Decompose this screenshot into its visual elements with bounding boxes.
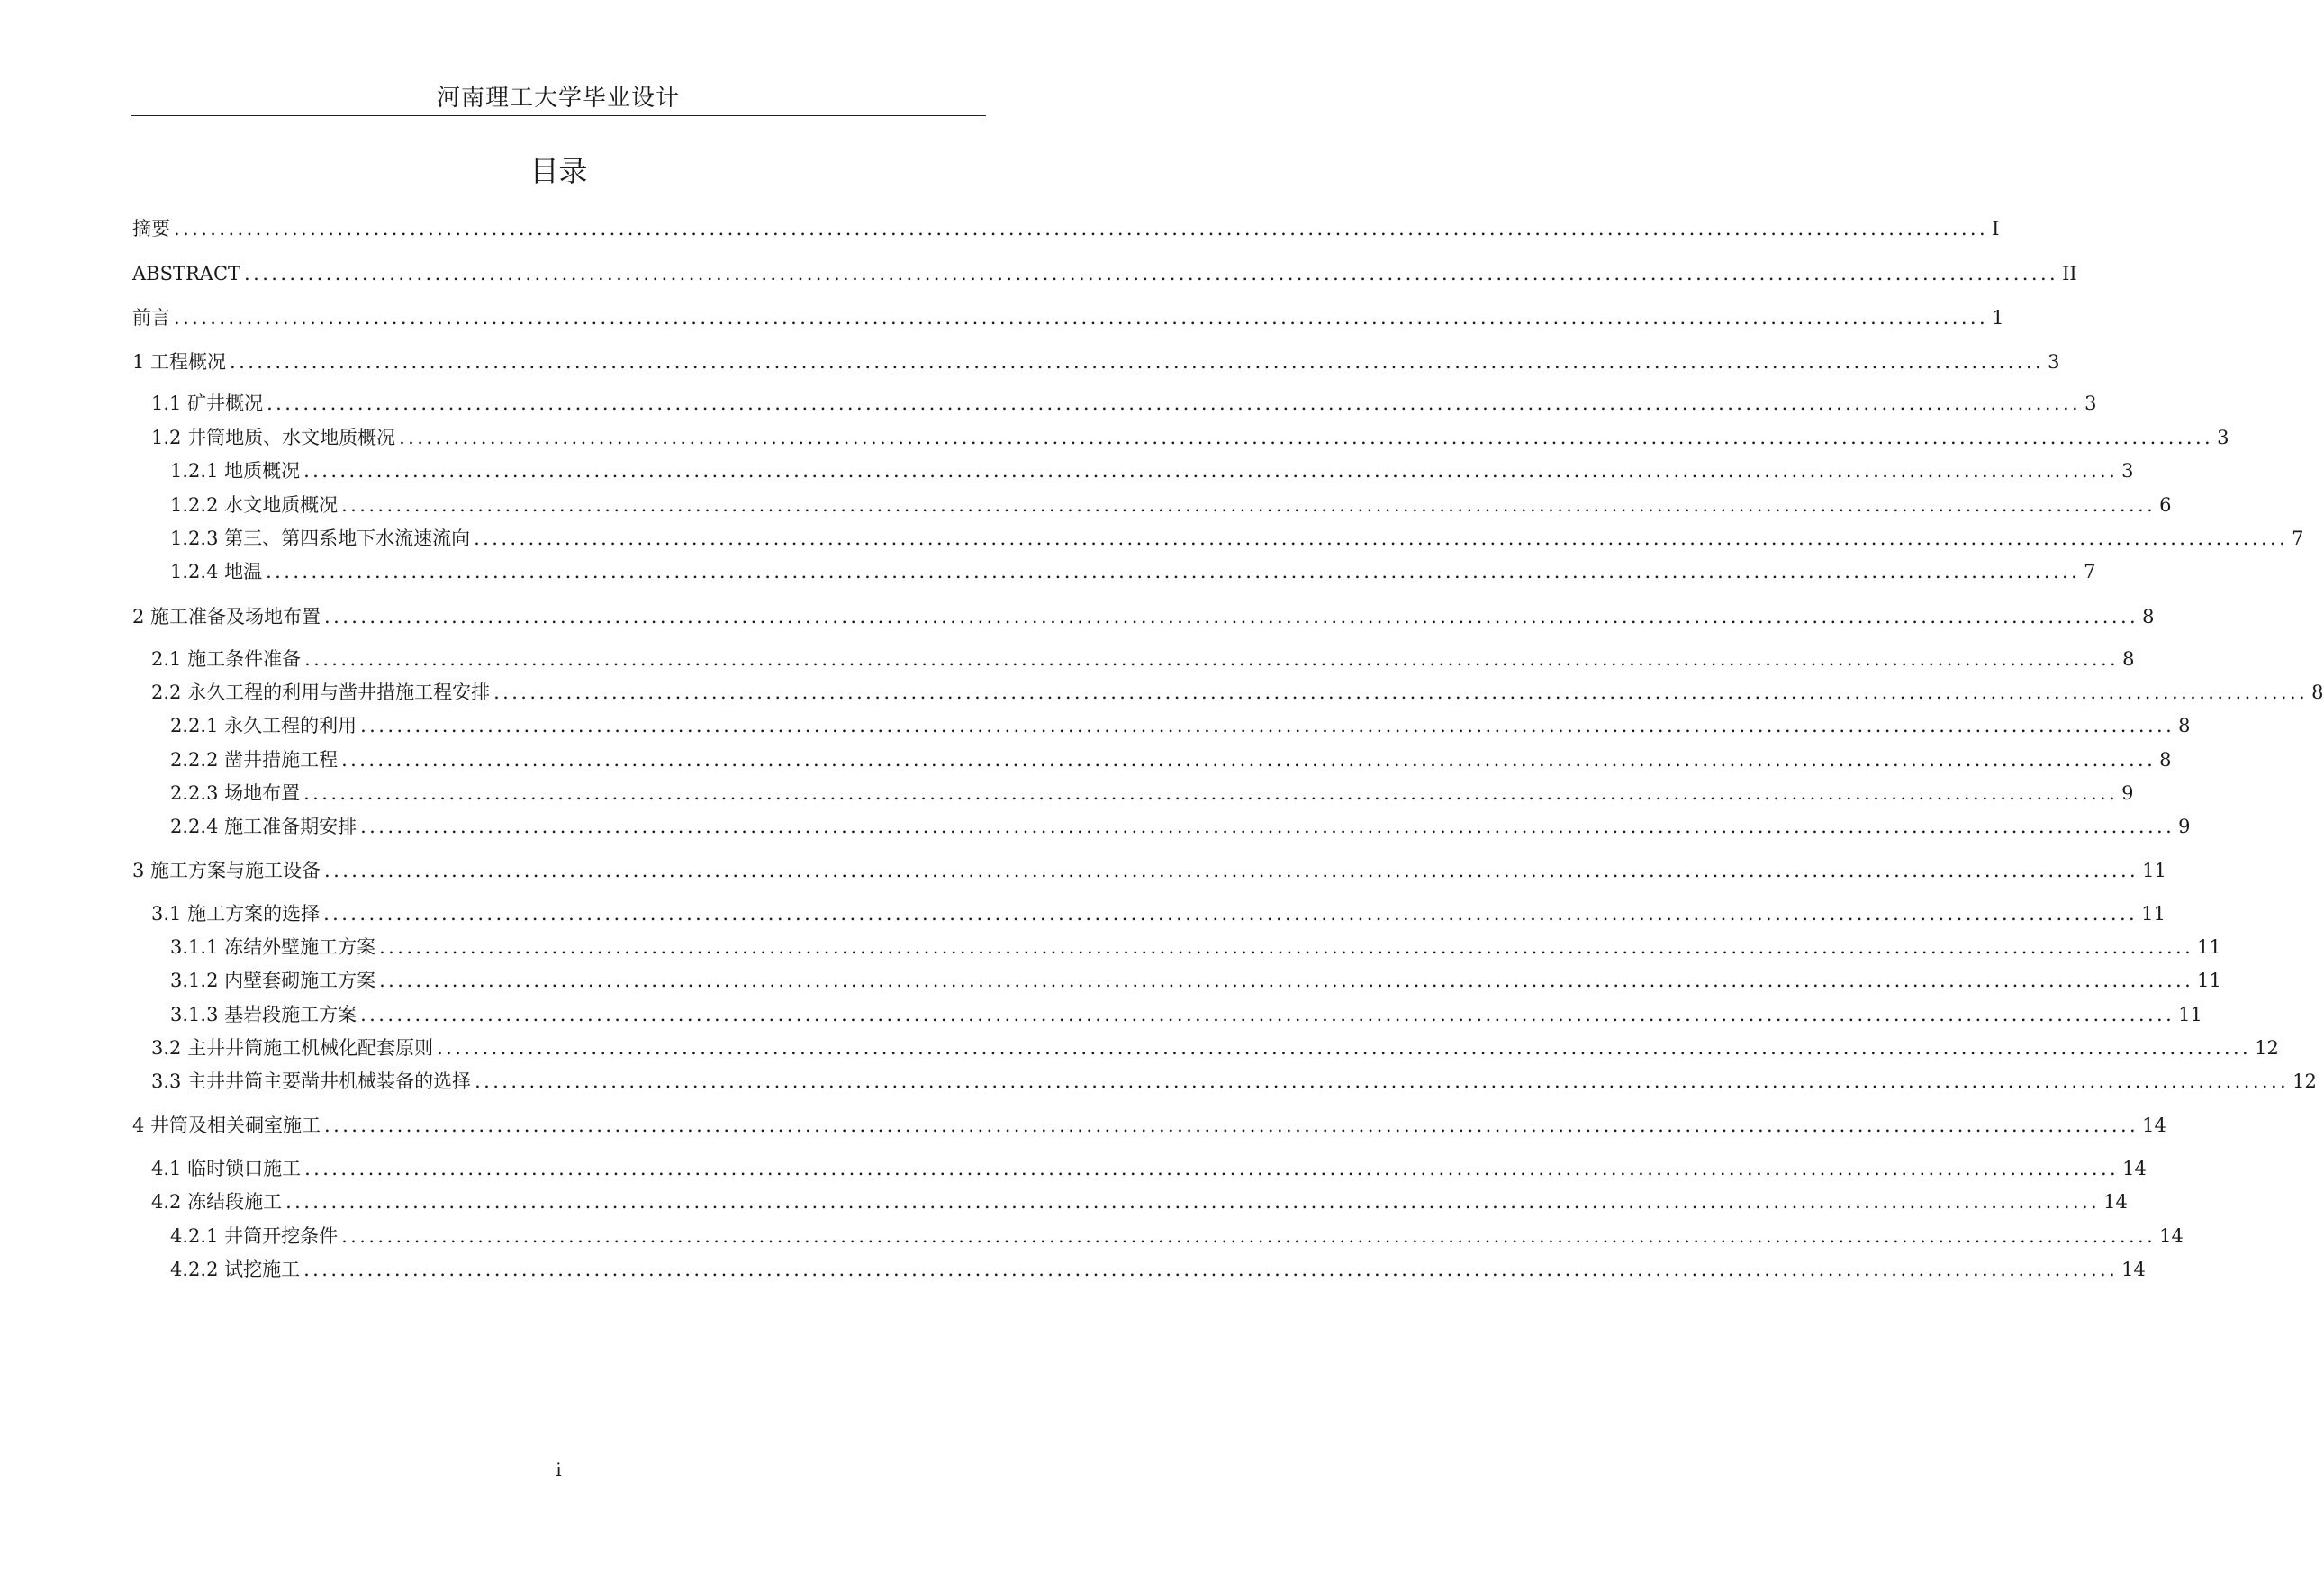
toc-dot-leader: ........................................................................................................................................................................................................ [230,351,2045,373]
toc-entry-page: 7 [2084,561,2096,582]
toc-entry[interactable] [170,932,2221,962]
toc-entry-page: 14 [2121,1259,2146,1280]
toc-dot-leader: ........................................................................................................................................................................................................ [360,715,2175,736]
toc-entry-page: 11 [2178,1004,2202,1025]
toc-entry-page: 8 [2122,648,2135,670]
toc-dot-leader: ........................................................................................................................................................................................................ [360,1004,2175,1025]
toc-entry-label: 3.2 主井井筒施工机械化配套原则 [151,1037,434,1059]
toc-entry-page: 6 [2159,494,2172,516]
toc-dot-leader: ........................................................................................................................................................................................................ [360,816,2175,837]
toc-entry[interactable] [151,644,2135,674]
toc-entry[interactable] [151,1033,2279,1063]
toc-dot-leader: ........................................................................................................................................................................................................ [303,460,2119,482]
toc-entry-page: 8 [2142,606,2155,627]
toc-dot-leader: ........................................................................................................................................................................................................ [475,1070,2290,1092]
toc-entry-label: 3.1.3 基岩段施工方案 [170,1004,357,1025]
toc-entry-page: 3 [2048,351,2060,373]
toc-dot-leader: ........................................................................................................................................................................................................ [285,1191,2101,1213]
toc-dot-leader: ........................................................................................................................................................................................................ [244,263,2059,284]
toc-entry[interactable] [151,388,2097,419]
toc-entry-page: 1 [1992,307,2004,329]
toc-entry[interactable] [170,811,2191,842]
toc-entry-page: 12 [2292,1070,2317,1092]
running-header-title: 河南理工大学毕业设计 [436,85,680,112]
toc-entry-page: 11 [2141,903,2166,925]
toc-dot-leader: ........................................................................................................................................................................................................ [379,936,2194,958]
toc-entry[interactable] [151,1187,2128,1217]
toc-entry[interactable] [132,347,2060,377]
toc-entry[interactable] [170,778,2134,808]
toc-entry[interactable] [132,855,2166,886]
toc-entry-label: 2.2.4 施工准备期安排 [170,816,357,837]
toc-entry-label: 2.2.2 凿井措施工程 [170,749,339,771]
toc-entry[interactable] [151,898,2166,929]
toc-entry-label: 3.1.1 冻结外壁施工方案 [170,936,376,958]
toc-entry-label: 2.2.1 永久工程的利用 [170,715,357,736]
toc-dot-leader: ........................................................................................................................................................................................................ [174,218,1989,239]
toc-entry-page: 11 [2142,860,2166,881]
toc-entry[interactable] [132,258,2077,289]
toc-dot-leader: ........................................................................................................................................................................................................ [399,427,2214,448]
toc-dot-leader: ........................................................................................................................................................................................................ [267,393,2082,414]
toc-entry-label: 4 井筒及相关硐室施工 [132,1115,321,1136]
toc-entry[interactable] [170,999,2202,1030]
toc-entry-label: 2.2 永久工程的利用与凿井措施工程安排 [151,682,491,703]
toc-title: 目录 [529,154,588,188]
toc-entry-label: 2.2.3 场地布置 [170,782,301,804]
toc-dot-leader: ........................................................................................................................................................................................................ [304,648,2120,670]
toc-entry-label: 1.1 矿井概况 [151,393,264,414]
toc-dot-leader: ........................................................................................................................................................................................................ [303,782,2119,804]
toc-entry-label: 1.2.2 水文地质概况 [170,494,339,516]
toc-entry-page: 14 [2142,1115,2166,1136]
toc-dot-leader: ........................................................................................................................................................................................................ [341,1225,2157,1247]
toc-entry-page: 8 [2159,749,2172,771]
toc-dot-leader: ........................................................................................................................................................................................................ [324,860,2139,881]
toc-entry[interactable] [170,710,2191,741]
toc-entry-page: 14 [2103,1191,2128,1213]
toc-dot-leader: ........................................................................................................................................................................................................ [379,970,2194,991]
toc-entry-label: 1.2 井筒地质、水文地质概况 [151,427,396,448]
toc-entry[interactable] [170,556,2096,587]
toc-entry[interactable] [132,213,2000,244]
toc-entry-label: 3.1.2 内壁套砌施工方案 [170,970,376,991]
toc-entry-label: 1.2.3 第三、第四系地下水流速流向 [170,528,471,549]
toc-entry-label: 2.1 施工条件准备 [151,648,302,670]
toc-entry-label: 前言 [132,307,170,329]
toc-entry[interactable] [151,1153,2147,1184]
toc-entry-page: I [1992,218,2000,239]
toc-dot-leader: ........................................................................................................................................................................................................ [493,682,2309,703]
toc-entry-label: 3 施工方案与施工设备 [132,860,321,881]
toc-entry-page: 14 [2159,1225,2184,1247]
toc-dot-leader: ........................................................................................................................................................................................................ [266,561,2081,582]
toc-entry-page: 8 [2311,682,2324,703]
toc-entry-page: 14 [2122,1158,2147,1179]
toc-entry-label: ABSTRACT [132,263,241,284]
toc-entry-page: 11 [2197,970,2221,991]
toc-entry-page: 9 [2178,816,2191,837]
toc-entry[interactable] [170,523,2304,554]
toc-entry-page: II [2062,263,2077,284]
toc-entry-label: 1 工程概况 [132,351,227,373]
toc-entry-label: 4.2 冻结段施工 [151,1191,283,1213]
header-rule [131,115,986,116]
toc-entry[interactable] [132,302,2004,333]
toc-entry-label: 1.2.4 地温 [170,561,263,582]
toc-entry-label: 4.1 临时锁口施工 [151,1158,302,1179]
toc-entry-label: 4.2.1 井筒开挖条件 [170,1225,339,1247]
toc-entry-label: 1.2.1 地质概况 [170,460,301,482]
toc-dot-leader: ........................................................................................................................................................................................................ [303,1259,2119,1280]
toc-entry[interactable] [170,490,2172,520]
toc-entry-page: 9 [2121,782,2134,804]
toc-entry[interactable] [132,601,2155,632]
toc-entry-page: 3 [2217,427,2229,448]
toc-entry-page: 11 [2197,936,2221,958]
toc-entry-page: 8 [2178,715,2191,736]
toc-entry[interactable] [170,456,2134,486]
toc-entry-page: 3 [2121,460,2134,482]
toc-entry[interactable] [151,422,2229,453]
toc-entry-page: 7 [2292,528,2304,549]
toc-dot-leader: ........................................................................................................................................................................................................ [174,307,1989,329]
toc-entry[interactable] [151,677,2324,708]
toc-dot-leader: ........................................................................................................................................................................................................ [324,606,2139,627]
toc-entry-label: 摘要 [132,218,170,239]
toc-dot-leader: ........................................................................................................................................................................................................ [474,528,2289,549]
toc-dot-leader: ........................................................................................................................................................................................................ [341,749,2157,771]
toc-entry-page: 12 [2255,1037,2279,1059]
toc-dot-leader: ........................................................................................................................................................................................................ [437,1037,2252,1059]
toc-entry[interactable] [170,1221,2184,1251]
toc-dot-leader: ........................................................................................................................................................................................................ [304,1158,2120,1179]
toc-entry[interactable] [170,965,2221,996]
toc-dot-leader: ........................................................................................................................................................................................................ [324,1115,2139,1136]
toc-dot-leader: ........................................................................................................................................................................................................ [323,903,2139,925]
toc-entry-page: 3 [2084,393,2097,414]
toc-entry-label: 3.3 主井井筒主要凿井机械装备的选择 [151,1070,472,1092]
toc-entry-label: 4.2.2 试挖施工 [170,1259,301,1280]
toc-entry[interactable] [170,1254,2146,1285]
toc-entry[interactable] [151,1066,2317,1097]
toc-entry-label: 3.1 施工方案的选择 [151,903,321,925]
toc-entry-label: 2 施工准备及场地布置 [132,606,321,627]
toc-entry[interactable] [170,745,2172,775]
toc-dot-leader: ........................................................................................................................................................................................................ [341,494,2157,516]
page-number: i [556,1458,562,1480]
toc-entry[interactable] [132,1110,2166,1141]
